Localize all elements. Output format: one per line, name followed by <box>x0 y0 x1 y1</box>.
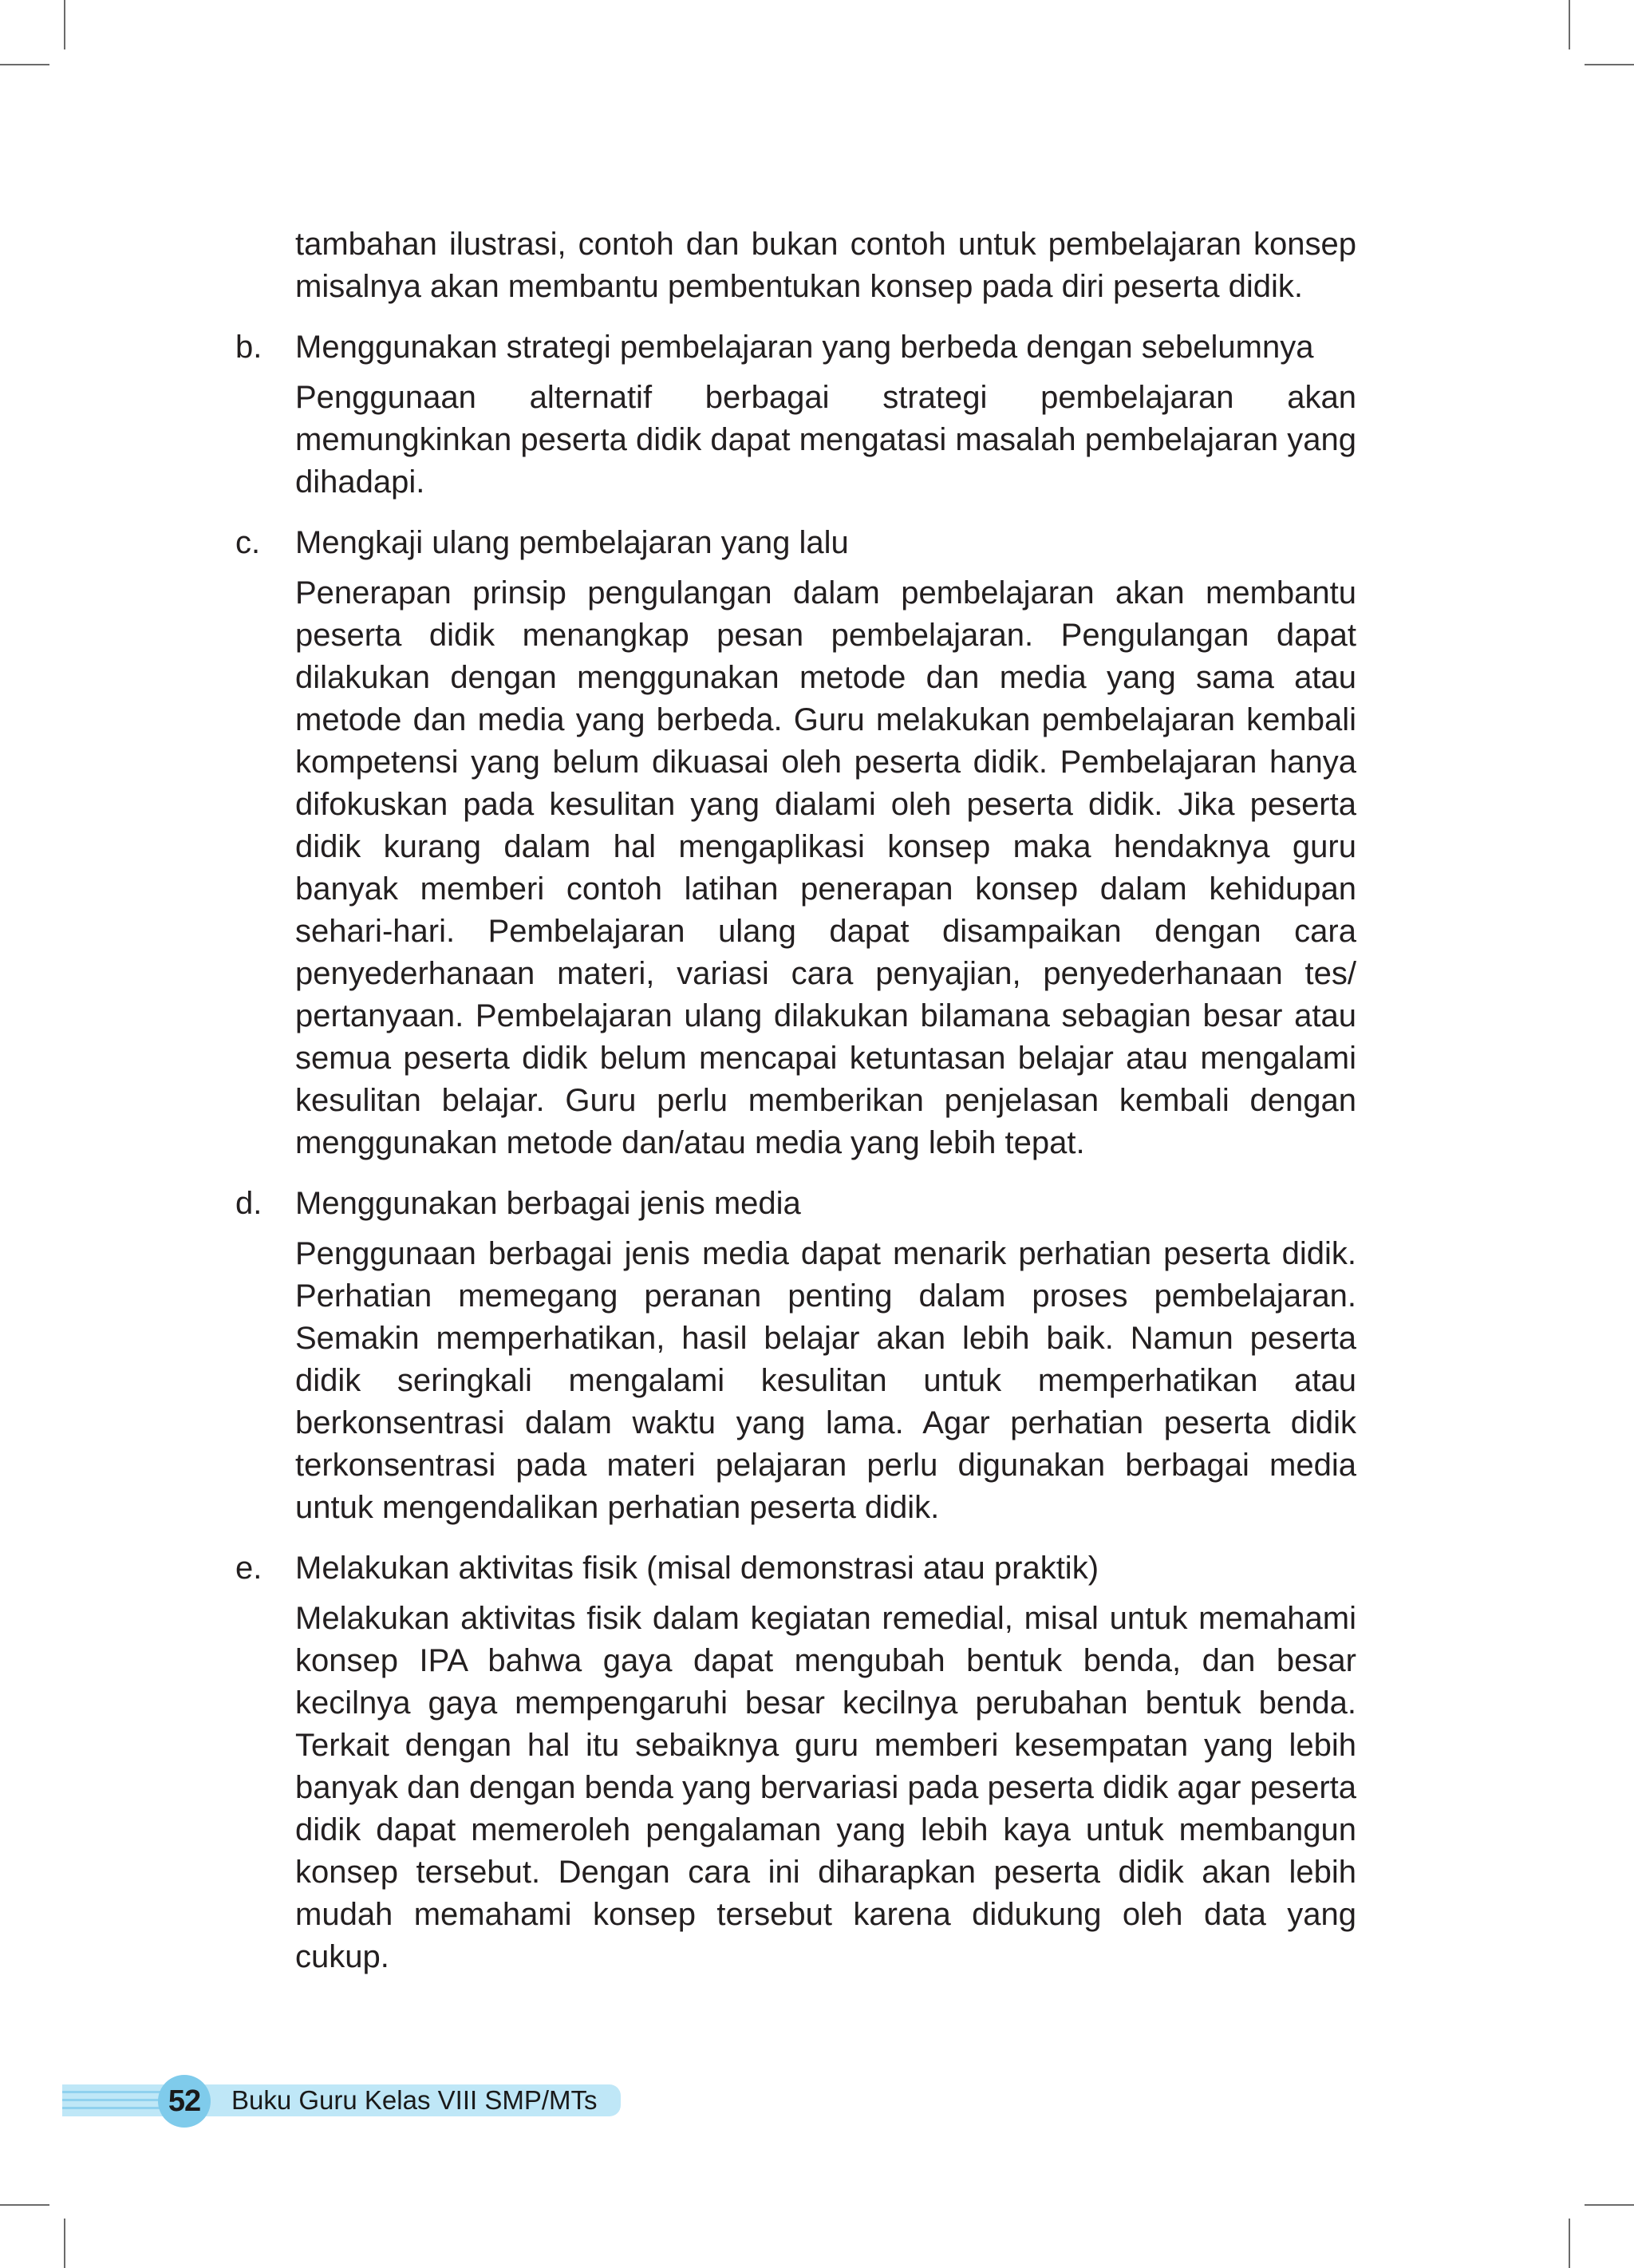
intro-paragraph: tambahan ilustrasi, contoh dan bukan contoh untuk pembelajaran konsep misalnya akan membantu pembentukan konsep pada diri peserta didik. <box>295 227 1356 304</box>
list-item-letter: c. <box>235 525 261 560</box>
list-item-body: Penerapan prinsip pengulangan dalam pembelajaran akan membantu peserta didik menangkap pesan pembelajaran. Pengulangan dapat dilakukan dengan menggunakan metode dan media yang sama atau metode dan media yang berbeda. Guru melakukan pembelajaran kembali kompetensi yang belum dikuasai oleh peserta didik. Pembelajaran hanya difokuskan pada kesulitan yang dialami oleh peserta didik. Jika peserta didik kurang dalam hal mengaplikasi konsep maka hendaknya guru banyak memberi contoh latihan penerapan konsep dalam kehidupan sehari-hari. Pembelajaran ulang dapat disampaikan dengan cara penyederhanaan materi, variasi cara penyajian, penyederhanaan tes/ pertanyaan. Pembelajaran ulang dilakukan bilamana sebagian besar atau semua peserta didik belum mencapai ketuntasan belajar atau mengalami kesulitan belajar. Guru perlu memberikan penjelasan kembali dengan menggunakan metode dan/atau media yang lebih tepat. <box>295 575 1356 1160</box>
list-item-letter: b. <box>235 330 262 365</box>
list-item-d <box>235 1183 1356 1529</box>
crop-mark-top-left-horizontal <box>0 64 49 65</box>
page-footer <box>62 2075 621 2128</box>
list-item-heading: Mengkaji ulang pembelajaran yang lalu <box>295 525 849 560</box>
crop-mark-bottom-right-horizontal <box>1585 2204 1634 2206</box>
page-content <box>235 223 1356 1978</box>
list-item-letter: d. <box>235 1186 262 1221</box>
list-item-body: Melakukan aktivitas fisik dalam kegiatan remedial, misal untuk memahami konsep IPA bahwa gaya dapat mengubah bentuk benda, dan besar kecilnya gaya mempengaruhi besar kecilnya perubahan bentuk benda. Terkait dengan hal itu sebaiknya guru memberi kesempatan yang lebih banyak dan dengan benda yang bervariasi pada peserta didik agar peserta didik dapat memeroleh pengalaman yang lebih kaya untuk membangun konsep tersebut. Dengan cara ini diharapkan peserta didik akan lebih mudah memahami konsep tersebut karena didukung oleh data yang cukup. <box>295 1601 1356 1974</box>
crop-mark-bottom-left-horizontal <box>0 2204 49 2206</box>
crop-mark-bottom-right-vertical <box>1569 2219 1570 2268</box>
crop-mark-top-right-vertical <box>1569 0 1570 49</box>
page-number: 52 <box>168 2084 201 2118</box>
crop-mark-bottom-left-vertical <box>64 2219 65 2268</box>
list-item-heading: Melakukan aktivitas fisik (misal demonstrasi atau praktik) <box>295 1551 1099 1586</box>
book-title: Buku Guru Kelas VIII SMP/MTs <box>231 2085 598 2115</box>
list-item-body: Penggunaan berbagai jenis media dapat menarik perhatian peserta didik. Perhatian memegang peranan penting dalam proses pembelajaran. Semakin memperhatikan, hasil belajar akan lebih baik. Namun peserta didik seringkali mengalami kesulitan untuk memperhatikan atau berkonsentrasi dalam waktu yang lama. Agar perhatian peserta didik terkonsentrasi pada materi pelajaran perlu digunakan berbagai media untuk mengendalikan perhatian peserta didik. <box>295 1236 1356 1525</box>
list-item-heading: Menggunakan strategi pembelajaran yang berbeda dengan sebelumnya <box>295 330 1314 365</box>
crop-mark-top-right-horizontal <box>1585 64 1634 65</box>
crop-mark-top-left-vertical <box>64 0 65 49</box>
list-item-b <box>235 326 1356 504</box>
list-item-letter: e. <box>235 1551 262 1586</box>
list-item-body: Penggunaan alternatif berbagai strategi pembelajaran akan memungkinkan peserta didik dapat mengatasi masalah pembelajaran yang dihadapi. <box>295 380 1356 500</box>
list-item-heading: Menggunakan berbagai jenis media <box>295 1186 801 1221</box>
list-item-c <box>235 522 1356 1164</box>
list-item-e <box>235 1547 1356 1978</box>
